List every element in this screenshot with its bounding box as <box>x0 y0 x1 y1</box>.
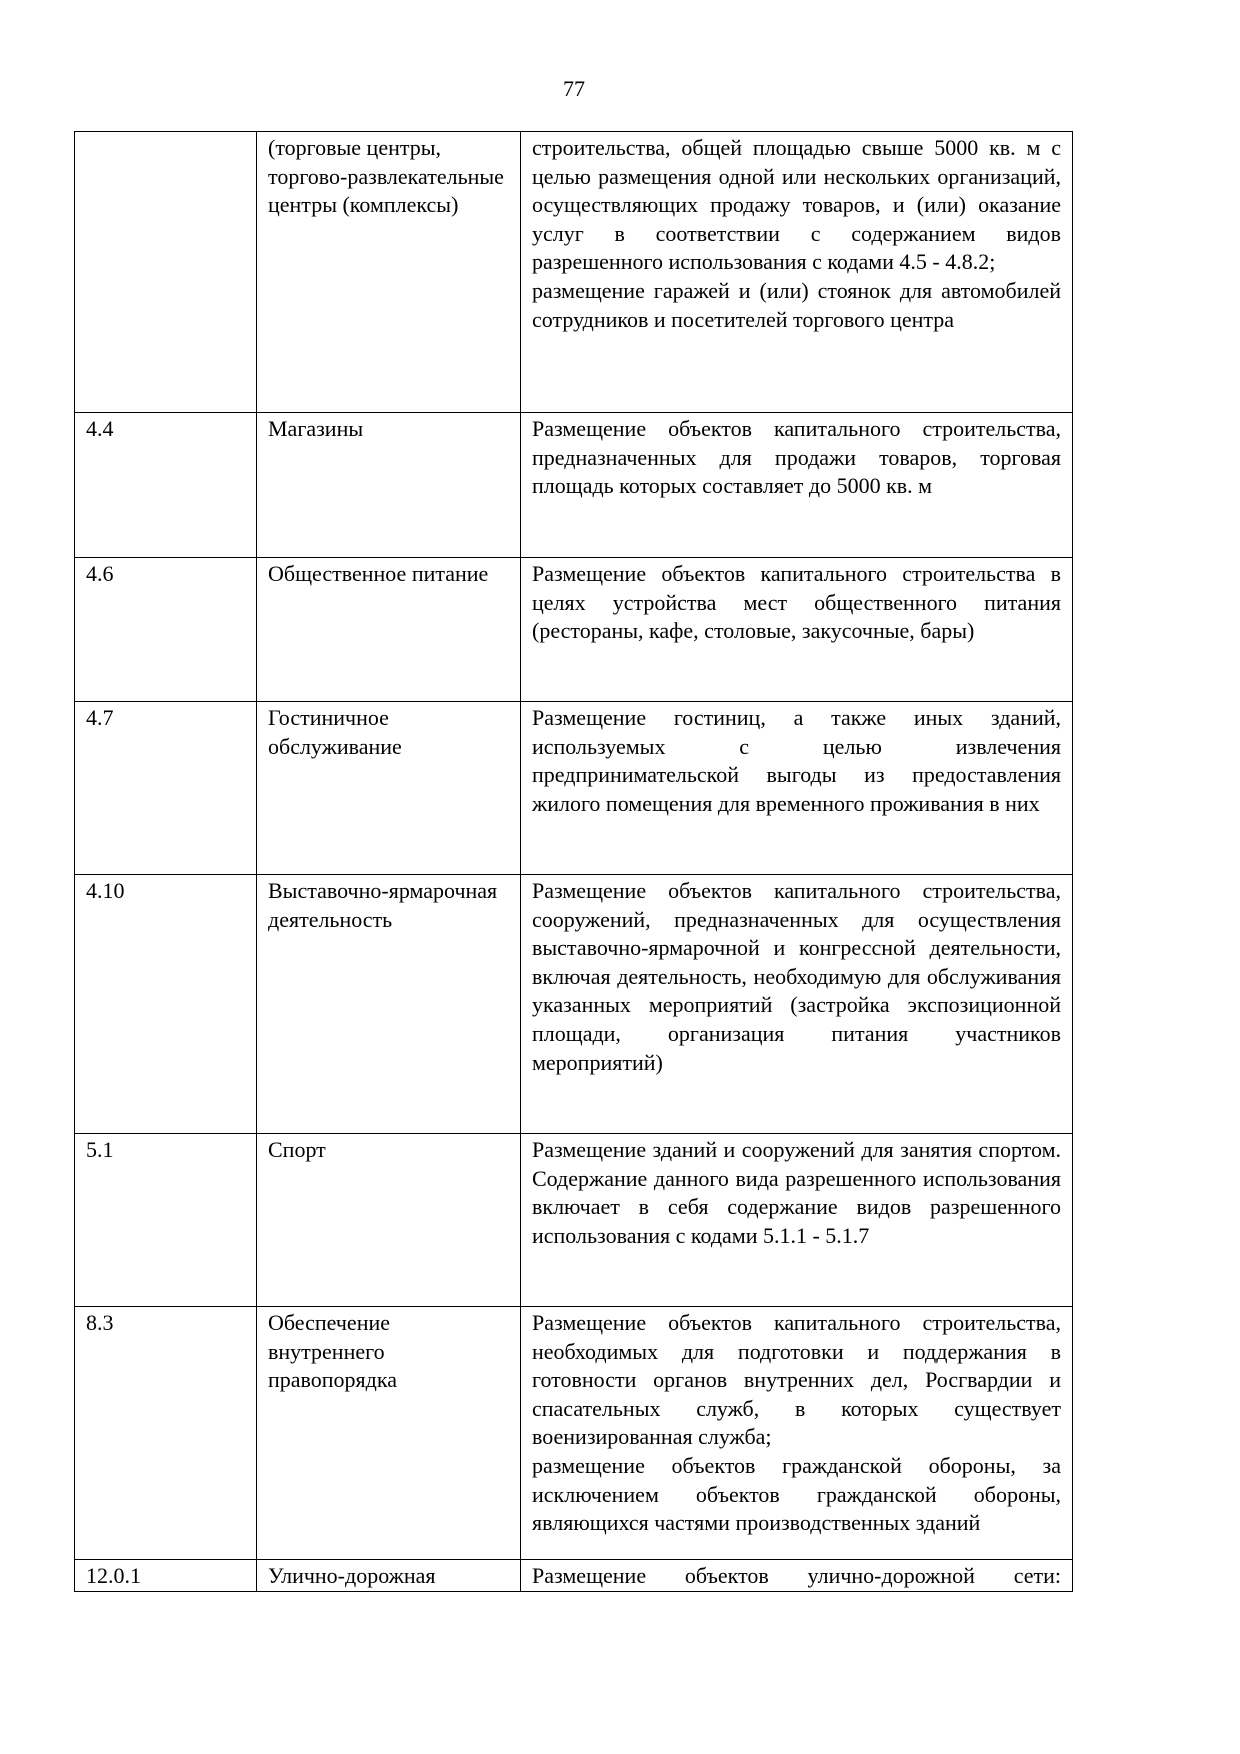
description-paragraph: Размещение зданий и сооружений для занятия спортом. Содержание данного вида разрешенного использования включает в себя содержание видов разрешенного использования с кодами 5.1.1 - 5.1.7 <box>532 1137 1061 1248</box>
code-cell: 4.7 <box>75 702 257 875</box>
table-row <box>75 875 1073 1134</box>
land-use-table <box>74 131 1073 1592</box>
description-cell <box>521 875 1073 1134</box>
code-cell: 5.1 <box>75 1134 257 1307</box>
table-row <box>75 1560 1073 1592</box>
description-paragraph: Размещение объектов капитального строительства в целях устройства мест общественного питания (рестораны, кафе, столовые, закусочные, бары) <box>532 561 1061 644</box>
code-cell: 4.10 <box>75 875 257 1134</box>
table-row <box>75 558 1073 702</box>
table-row <box>75 132 1073 413</box>
name-cell: Улично-дорожная <box>257 1560 521 1592</box>
page-number: 77 <box>563 76 585 101</box>
description-cell <box>521 1307 1073 1560</box>
code-cell: 12.0.1 <box>75 1560 257 1592</box>
description-cell <box>521 558 1073 702</box>
description-paragraph: размещение объектов гражданской обороны, за исключением объектов гражданской обороны, являющихся частями производственных зданий <box>532 1452 1061 1536</box>
code-cell <box>75 132 257 413</box>
description-cell <box>521 1560 1073 1592</box>
description-paragraph: размещение гаражей и (или) стоянок для автомобилей сотрудников и посетителей торгового центра <box>532 277 1061 332</box>
name-cell: Спорт <box>257 1134 521 1307</box>
description-cell <box>521 413 1073 558</box>
name-cell: (торговые центры, торгово-развлекательные центры (комплексы) <box>257 132 521 413</box>
code-cell: 4.6 <box>75 558 257 702</box>
description-paragraph: Размещение объектов капитального строительства, сооружений, предназначенных для осуществления выставочно-ярмарочной и конгрессной деятельности, включая деятельность, необходимую для обслуживания указанных мероприятий (застройка экспозиционной площади, организация питания участников мероприятий) <box>532 878 1061 1075</box>
name-cell: Гостиничное обслуживание <box>257 702 521 875</box>
name-cell: Общественное питание <box>257 558 521 702</box>
table-row <box>75 1134 1073 1307</box>
description-paragraph: строительства, общей площадью свыше 5000 кв. м с целью размещения одной или нескольких организаций, осуществляющих продажу товаров, и (или) оказание услуг в соответствии с содержанием видов разрешенного использования с кодами 4.5 - 4.8.2; <box>532 135 1061 275</box>
table-row <box>75 1307 1073 1560</box>
code-cell: 4.4 <box>75 413 257 558</box>
name-cell: Выставочно-ярмарочная деятельность <box>257 875 521 1134</box>
code-cell: 8.3 <box>75 1307 257 1560</box>
table-row <box>75 702 1073 875</box>
description-cell <box>521 702 1073 875</box>
description-paragraph: Размещение гостиниц, а также иных зданий, используемых с целью извлечения предпринимательской выгоды из предоставления жилого помещения для временного проживания в них <box>532 705 1061 816</box>
name-cell: Магазины <box>257 413 521 558</box>
description-paragraph: Размещение объектов улично-дорожной сети: <box>532 1563 1061 1588</box>
name-cell: Обеспечение внутреннего правопорядка <box>257 1307 521 1560</box>
description-cell <box>521 1134 1073 1307</box>
description-paragraph: Размещение объектов капитального строительства, предназначенных для продажи товаров, торговая площадь которых составляет до 5000 кв. м <box>532 416 1061 499</box>
table-row <box>75 413 1073 558</box>
description-cell <box>521 132 1073 413</box>
description-paragraph: Размещение объектов капитального строительства, необходимых для подготовки и поддержания в готовности органов внутренних дел, Росгвардии и спасательных служб, в которых существует военизированная служба; <box>532 1310 1061 1450</box>
